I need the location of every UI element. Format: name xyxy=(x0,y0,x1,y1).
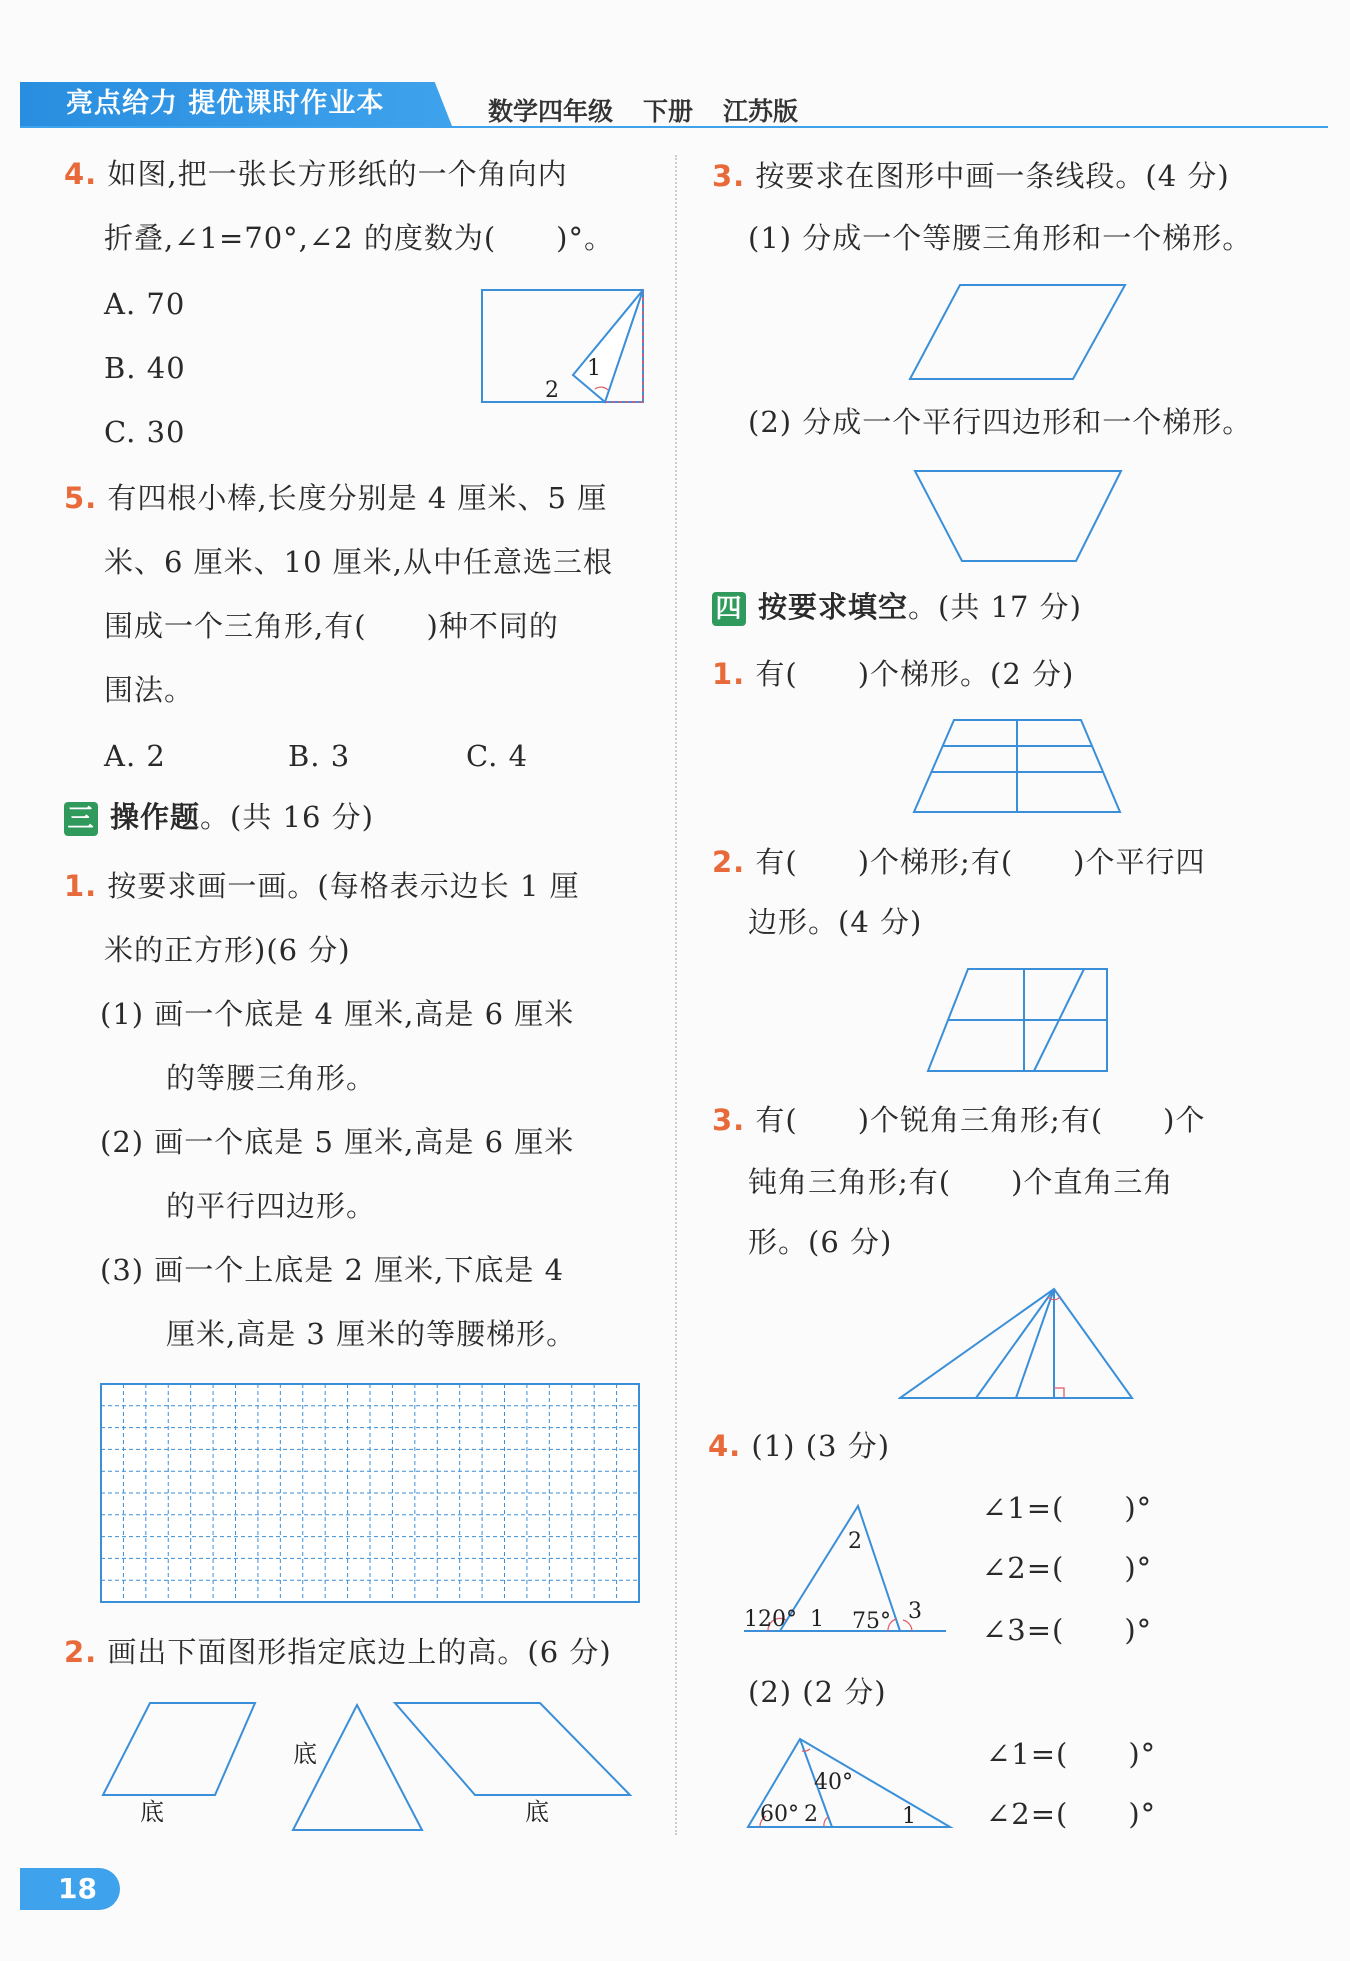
parallelogram-task-1[interactable] xyxy=(908,282,1128,382)
triangle-count-figure xyxy=(898,1285,1134,1401)
answer-angle-1[interactable]: ∠1=( )° xyxy=(982,1491,1153,1525)
angle-label-2: 2 xyxy=(545,378,559,403)
base-label-2: 底 xyxy=(293,1740,317,1768)
edition: 江苏版 xyxy=(723,97,799,126)
page-number: 18 xyxy=(20,1868,120,1910)
question-text: 按要求在图形中画一条线段。(4 分) xyxy=(755,159,1230,193)
section-title: 操作题 xyxy=(110,800,201,834)
question-text: 有( )个锐角三角形;有( )个 xyxy=(755,1103,1206,1137)
label-angle-1: 1 xyxy=(810,1607,824,1632)
section-note: 。(共 17 分) xyxy=(908,590,1082,624)
label-angle-2: 2 xyxy=(848,1529,862,1554)
s4q2-line2: 边形。(4 分) xyxy=(748,905,923,939)
column-divider xyxy=(675,155,677,1835)
header-subject xyxy=(488,92,828,128)
s3q1-p1a: (1) 画一个底是 4 厘米,高是 6 厘米 xyxy=(100,997,575,1031)
header-banner xyxy=(20,82,452,126)
s4q3-line3: 形。(6 分) xyxy=(748,1225,893,1259)
trapezoid-count-figure xyxy=(912,717,1124,817)
question-number: 4. xyxy=(708,1429,742,1463)
question-number: 4. xyxy=(64,157,98,191)
label-40: 40° xyxy=(814,1770,853,1795)
s3q3-line xyxy=(712,159,1230,193)
label-angle-2: 2 xyxy=(804,1802,818,1827)
section-4-heading xyxy=(712,592,1082,626)
question-text: 按要求画一画。(每格表示边长 1 厘 xyxy=(107,869,580,903)
parallelogram-figure xyxy=(103,1703,255,1795)
base-label-1: 底 xyxy=(140,1798,164,1826)
s3q1-p2b: 的平行四边形。 xyxy=(166,1189,377,1223)
section-3-heading xyxy=(64,802,374,836)
option-c: C. 4 xyxy=(466,739,529,773)
question-number: 1. xyxy=(64,869,98,903)
label-angle-1: 1 xyxy=(902,1804,916,1829)
s3q1-p1b: 的等腰三角形。 xyxy=(166,1061,377,1095)
trapezoid-figure xyxy=(395,1703,630,1795)
option-a: A. 2 xyxy=(104,739,166,773)
answer-b-angle-2[interactable]: ∠2=( )° xyxy=(986,1797,1157,1831)
left-q5-line4: 围法。 xyxy=(104,673,195,707)
section-badge: 四 xyxy=(712,592,746,626)
s4q3-line2: 钝角三角形;有( )个直角三角 xyxy=(748,1165,1174,1199)
angle-label-1: 1 xyxy=(587,356,601,381)
label-60: 60° xyxy=(760,1802,799,1827)
drawing-grid[interactable] xyxy=(100,1383,642,1605)
question-text: 有( )个梯形。(2 分) xyxy=(755,657,1075,691)
label-120: 120° xyxy=(744,1607,797,1632)
s4q4-part1 xyxy=(708,1429,891,1463)
s3q2-line xyxy=(64,1635,612,1669)
question-number: 2. xyxy=(712,845,746,879)
s4q3-line1 xyxy=(712,1103,1206,1137)
trapezoid-task-2[interactable] xyxy=(912,468,1124,564)
folded-paper-figure xyxy=(475,285,650,410)
s3q3-p2: (2) 分成一个平行四边形和一个梯形。 xyxy=(748,405,1253,439)
s3q1-p3a: (3) 画一个上底是 2 厘米,下底是 4 xyxy=(100,1253,565,1287)
label-75: 75° xyxy=(852,1609,891,1634)
s3q1-p3b: 厘米,高是 3 厘米的等腰梯形。 xyxy=(166,1317,577,1351)
left-q4-line1 xyxy=(64,157,568,191)
question-text: (1) (3 分) xyxy=(751,1429,891,1463)
parallelogram-count-figure xyxy=(926,966,1110,1074)
answer-angle-2[interactable]: ∠2=( )° xyxy=(982,1551,1153,1585)
s4q2-line1 xyxy=(712,845,1206,879)
s3q3-p1: (1) 分成一个等腰三角形和一个梯形。 xyxy=(748,221,1253,255)
angle-figure-2 xyxy=(744,1735,954,1831)
answer-b-angle-1[interactable]: ∠1=( )° xyxy=(986,1737,1157,1771)
question-number: 2. xyxy=(64,1635,98,1669)
question-text: 有四根小棒,长度分别是 4 厘米、5 厘 xyxy=(107,481,608,515)
altitude-figures xyxy=(95,1695,640,1845)
s3q1-line2: 米的正方形)(6 分) xyxy=(104,933,351,967)
option-b: B. 3 xyxy=(288,739,351,773)
left-q5-line2: 米、6 厘米、10 厘米,从中任意选三根 xyxy=(104,545,614,579)
volume: 下册 xyxy=(643,97,694,126)
label-angle-3: 3 xyxy=(908,1599,922,1624)
section-note: 。(共 16 分) xyxy=(200,800,374,834)
question-number: 3. xyxy=(712,1103,746,1137)
subject: 数学四年级 xyxy=(488,97,614,126)
question-number: 3. xyxy=(712,159,746,193)
left-q4-line2: 折叠,∠1=70°,∠2 的度数为( )°。 xyxy=(104,221,614,255)
option-b: B. 40 xyxy=(104,351,186,385)
option-c: C. 30 xyxy=(104,415,186,449)
section-badge: 三 xyxy=(64,802,98,836)
s4q1-line xyxy=(712,657,1075,691)
question-text: 如图,把一张长方形纸的一个角向内 xyxy=(107,157,568,191)
angle-figure-1 xyxy=(740,1500,950,1640)
folded-triangle xyxy=(573,290,643,402)
question-text: 画出下面图形指定底边上的高。(6 分) xyxy=(107,1635,612,1669)
s4q4-part2: (2) (2 分) xyxy=(748,1675,887,1709)
answer-angle-3[interactable]: ∠3=( )° xyxy=(982,1613,1153,1647)
question-number: 5. xyxy=(64,481,98,515)
s3q1-line1 xyxy=(64,869,580,903)
option-a: A. 70 xyxy=(104,287,186,321)
series-title: 亮点给力 提优课时作业本 xyxy=(66,88,385,119)
s3q1-p2a: (2) 画一个底是 5 厘米,高是 6 厘米 xyxy=(100,1125,575,1159)
section-title: 按要求填空 xyxy=(758,590,909,624)
left-q5-line1 xyxy=(64,481,608,515)
base-label-3: 底 xyxy=(525,1798,549,1826)
question-text: 有( )个梯形;有( )个平行四 xyxy=(755,845,1206,879)
question-number: 1. xyxy=(712,657,746,691)
left-q5-line3: 围成一个三角形,有( )种不同的 xyxy=(104,609,559,643)
